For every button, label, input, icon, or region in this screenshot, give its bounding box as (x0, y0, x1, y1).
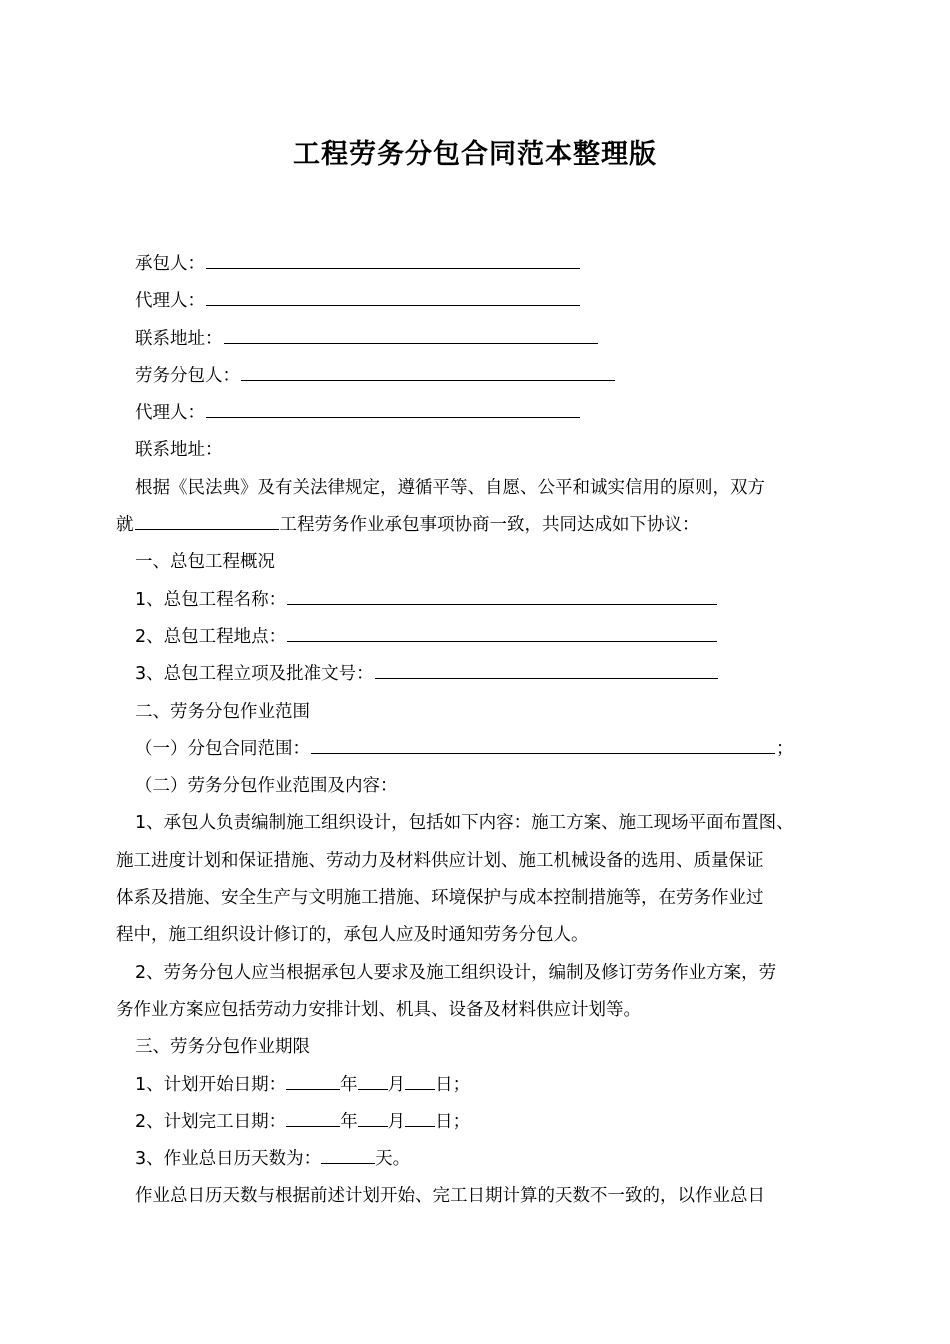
total-days-field (116, 1141, 846, 1178)
section-1-heading: 一、总包工程概况 (135, 552, 275, 573)
end-month-blank[interactable] (358, 1108, 388, 1127)
address-label-1: 联系地址： (135, 328, 223, 349)
total-days-note: 作业总日历天数与根据前述计划开始、完工日期计算的天数不一致的，以作业总日 (135, 1186, 765, 1207)
approval-number-input[interactable] (375, 660, 718, 679)
subcontract-scope-label: （一）分包合同范围： (135, 738, 310, 759)
start-day-blank[interactable] (405, 1071, 435, 1090)
start-date-label: 1、计划开始日期： (135, 1074, 287, 1095)
start-year-blank[interactable] (286, 1071, 340, 1090)
clause-2-1-line-3: 体系及措施、安全生产与文明施工措施、环境保护与成本控制措施等，在劳务作业过 (116, 888, 764, 909)
subcontractor-label: 劳务分包人： (135, 365, 240, 386)
project-name-label: 1、总包工程名称： (135, 589, 287, 610)
end-date-field (116, 1104, 846, 1141)
address-blank-1[interactable] (224, 324, 598, 343)
agent-label-2: 代理人： (135, 403, 205, 424)
total-days-label: 3、作业总日历天数为： (135, 1149, 322, 1170)
address-label-2: 联系地址： (135, 440, 223, 461)
contractor-label: 承包人： (135, 254, 205, 274)
address-field-2 (116, 432, 846, 469)
subcontract-scope-field (116, 731, 846, 768)
total-days-blank[interactable] (321, 1146, 375, 1165)
total-days-unit: 天。 (375, 1149, 411, 1170)
clause-2-1-line-4: 程中，施工组织设计修订的，承包人应及时通知劳务分包人。 (116, 925, 589, 946)
clause-2-1-line-2: 施工进度计划和保证措施、劳动力及材料供应计划、施工机械设备的选用、质量保证 (116, 850, 764, 871)
section-3-heading: 三、劳务分包作业期限 (135, 1037, 310, 1058)
end-year-blank[interactable] (286, 1108, 340, 1127)
contractor-field (116, 246, 846, 283)
start-month-blank[interactable] (358, 1071, 388, 1090)
preamble-prefix: 就 (116, 515, 134, 536)
subcontractor-blank[interactable] (241, 362, 615, 381)
project-name-blank[interactable] (135, 511, 279, 530)
address-field-1 (116, 321, 846, 358)
agent-blank-1[interactable] (206, 287, 580, 306)
agent-blank-2[interactable] (206, 399, 580, 418)
end-date-label: 2、计划完工日期： (135, 1111, 287, 1132)
start-day-unit: 日； (435, 1074, 471, 1095)
project-name-field (116, 582, 846, 619)
project-location-input[interactable] (287, 623, 717, 642)
contractor-blank[interactable] (206, 250, 580, 269)
contract-body (116, 246, 846, 1216)
project-location-field (116, 619, 846, 656)
approval-number-field (116, 656, 846, 693)
agent-label-1: 代理人： (135, 291, 205, 312)
start-year-unit: 年 (340, 1074, 358, 1095)
preamble-line-1: 根据《民法典》及有关法律规定，遵循平等、自愿、公平和诚实信用的原则，双方 (135, 477, 765, 498)
scope-content-heading: （二）劳务分包作业范围及内容： (135, 776, 398, 797)
end-month-unit: 月 (387, 1111, 406, 1132)
clause-2-2-line-2: 务作业方案应包括劳动力安排计划、机具、设备及材料供应计划等。 (116, 999, 641, 1020)
start-month-unit: 月 (387, 1074, 406, 1095)
clause-2-2-line-1: 2、劳务分包人应当根据承包人要求及施工组织设计，编制及修订劳务作业方案，劳 (135, 962, 777, 983)
preamble-suffix: 工程劳务作业承包事项协商一致，共同达成如下协议： (279, 515, 700, 536)
subcontract-scope-input[interactable] (311, 734, 775, 753)
end-day-unit: 日； (435, 1111, 471, 1132)
end-year-unit: 年 (340, 1111, 358, 1132)
section-2-heading: 二、劳务分包作业范围 (135, 701, 310, 722)
agent-field-1 (116, 283, 846, 320)
start-date-field (116, 1067, 846, 1104)
clause-2-1-line-1: 1、承包人负责编制施工组织设计，包括如下内容：施工方案、施工现场平面布置图、 (135, 813, 794, 834)
agent-field-2 (116, 395, 846, 432)
preamble-line-2 (116, 507, 846, 544)
project-name-input[interactable] (287, 585, 717, 604)
subcontractor-field (116, 358, 846, 395)
document-title: 工程劳务分包合同范本整理版 (293, 139, 657, 170)
approval-number-label: 3、总包工程立项及批准文号： (135, 664, 374, 685)
project-location-label: 2、总包工程地点： (135, 626, 287, 647)
subcontract-scope-end: ； (776, 738, 794, 759)
end-day-blank[interactable] (405, 1108, 435, 1127)
